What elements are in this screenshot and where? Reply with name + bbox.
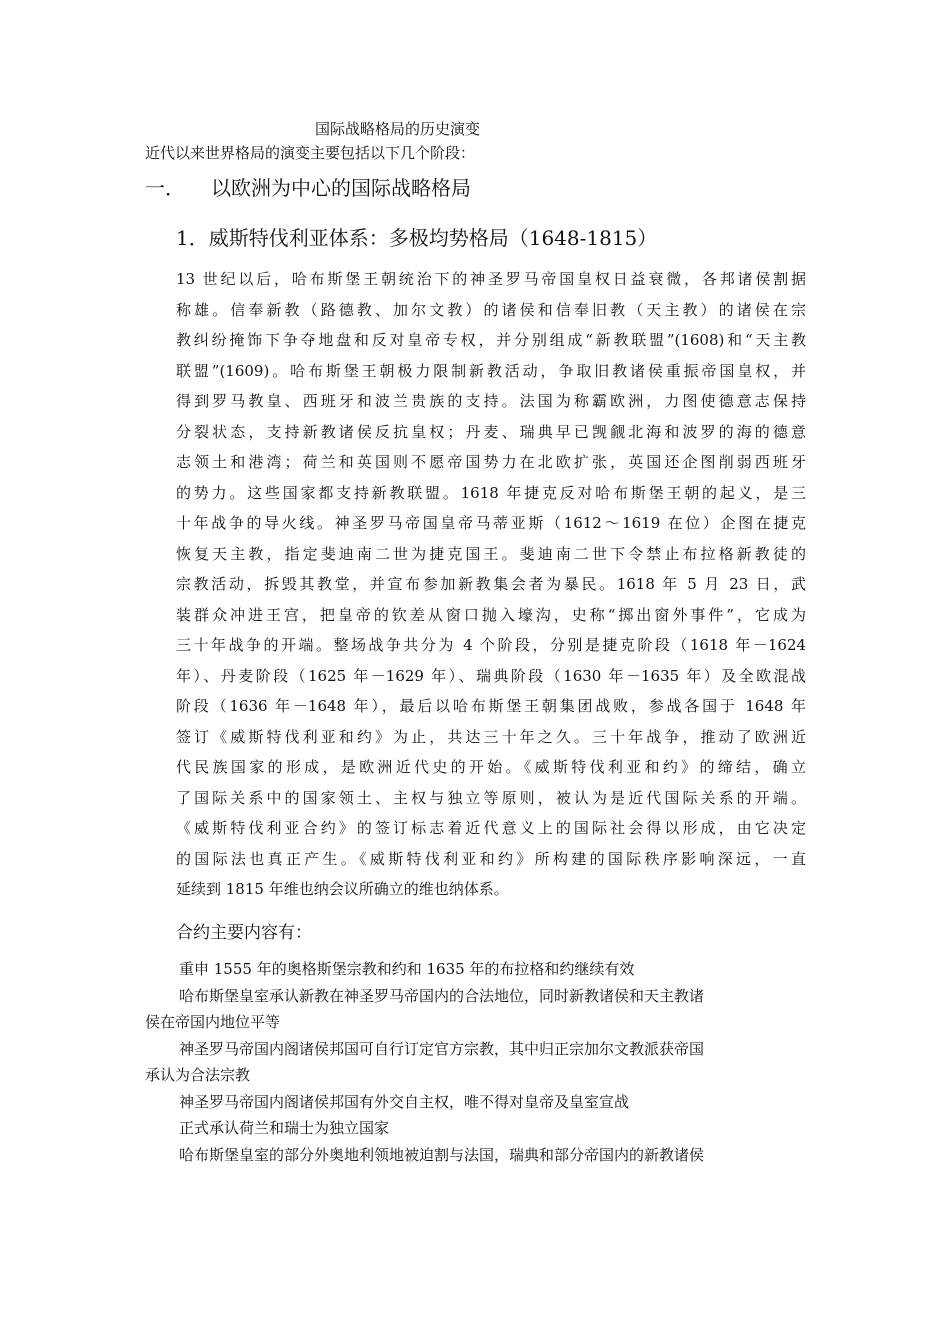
document-title: 国际战略格局的历史演变	[315, 120, 481, 138]
treaty-item-line: 神圣罗马帝国内阁诸侯邦国有外交自主权，唯不得对皇帝及皇室宣战	[179, 1092, 630, 1111]
paragraph-line: 的国际法也真正产生。《威斯特伐利亚和约》所构建的国际秩序影响深远，一直	[176, 849, 806, 868]
treaty-item-line: 侯在帝国内地位平等	[145, 1013, 281, 1031]
paragraph-line: 延续到 1815 年维也纳会议所确立的维也纳体系。	[176, 880, 509, 898]
paragraph-line: 13 世纪以后，哈布斯堡王朝统治下的神圣罗马帝国皇权日益衰微，各邦诸侯割据	[176, 270, 806, 288]
paragraph-line: 代民族国家的形成，是欧洲近代史的开始。《威斯特伐利亚和约》的缔结，确立	[176, 758, 806, 776]
section-heading	[145, 175, 471, 201]
paragraph-line: 年）、丹麦阶段（1625 年－1629 年）、瑞典阶段（1630 年－1635 年）及全欧混战	[176, 666, 806, 685]
paragraph-line: 《威斯特伐利亚合约》的签订标志着近代意义上的国际社会得以形成，由它决定	[176, 819, 806, 837]
paragraph-line: 签订《威斯特伐利亚和约》为止，共达三十年之久。三十年战争，推动了欧洲近	[176, 727, 806, 746]
paragraph-line: 称雄。信奉新教（路德教、加尔文教）的诸侯和信奉旧教（天主教）的诸侯在宗	[176, 300, 806, 319]
treaty-item-line: 神圣罗马帝国内阁诸侯邦国可自行订定官方宗教，其中归正宗加尔文教派获帝国	[179, 1039, 705, 1058]
paragraph-line: 三十年战争的开端。整场战争共分为 4 个阶段，分别是捷克阶段（1618 年－1624	[176, 636, 806, 654]
subsection-heading: 1．威斯特伐利亚体系：多极均势格局（1648-1815）	[176, 226, 658, 250]
section-number: 一．	[145, 176, 185, 200]
treaty-item-line: 重申 1555 年的奥格斯堡宗教和约和 1635 年的布拉格和约继续有效	[179, 960, 635, 978]
treaty-heading: 合约主要内容有：	[176, 923, 312, 943]
paragraph-line: 恢复天主教，指定斐迪南二世为捷克国王。斐迪南二世下令禁止布拉格新教徒的	[176, 544, 806, 563]
paragraph-line: 教纠纷掩饰下争夺地盘和反对皇帝专权，并分别组成“新教联盟”(1608)和“天主教	[176, 331, 806, 349]
paragraph-line: 装群众冲进王宫，把皇帝的钦差从窗口抛入壕沟，史称“掷出窗外事件”，它成为	[176, 605, 806, 624]
paragraph-line: 了国际关系中的国家领土、主权与独立等原则，被认为是近代国际关系的开端。	[176, 788, 806, 807]
paragraph-line: 分裂状态，支持新教诸侯反抗皇权；丹麦、瑞典早已觊觎北海和波罗的海的德意	[176, 422, 806, 441]
treaty-item-line: 正式承认荷兰和瑞士为独立国家	[179, 1119, 390, 1137]
paragraph-line: 得到罗马教皇、西班牙和波兰贵族的支持。法国为称霸欧洲，力图使德意志保持	[176, 392, 806, 410]
treaty-items	[145, 956, 810, 1168]
treaty-item-line: 承认为合法宗教	[145, 1066, 251, 1084]
paragraph-line: 联盟”(1609)。哈布斯堡王朝极力限制新教活动，争取旧教诸侯重振帝国皇权，并	[176, 361, 806, 380]
treaty-item-line: 哈布斯堡皇室承认新教在神圣罗马帝国内的合法地位，同时新教诸侯和天主教诸	[179, 986, 705, 1005]
paragraph-line: 志领土和港湾；荷兰和英国则不愿帝国势力在北欧扩张，英国还企图削弱西班牙	[176, 453, 806, 471]
treaty-item-line: 哈布斯堡皇室的部分外奥地利领地被迫割与法国，瑞典和部分帝国内的新教诸侯	[179, 1145, 705, 1164]
intro-text: 近代以来世界格局的演变主要包括以下几个阶段：	[145, 144, 476, 162]
paragraph-line: 十年战争的导火线。神圣罗马帝国皇帝马蒂亚斯（1612～1619 在位）企图在捷克	[176, 514, 806, 532]
body-paragraph	[176, 264, 806, 905]
paragraph-line: 宗教活动，拆毁其教堂，并宣布参加新教集会者为暴民。1618 年 5 月 23 日，武	[176, 575, 806, 593]
paragraph-line: 阶段（1636 年－1648 年），最后以哈布斯堡王朝集团战败，参战各国于 1648 年	[176, 697, 806, 715]
section-title: 以欧洲为中心的国际战略格局	[211, 176, 471, 200]
paragraph-line: 的势力。这些国家都支持新教联盟。1618 年捷克反对哈布斯堡王朝的起义，是三	[176, 483, 806, 502]
